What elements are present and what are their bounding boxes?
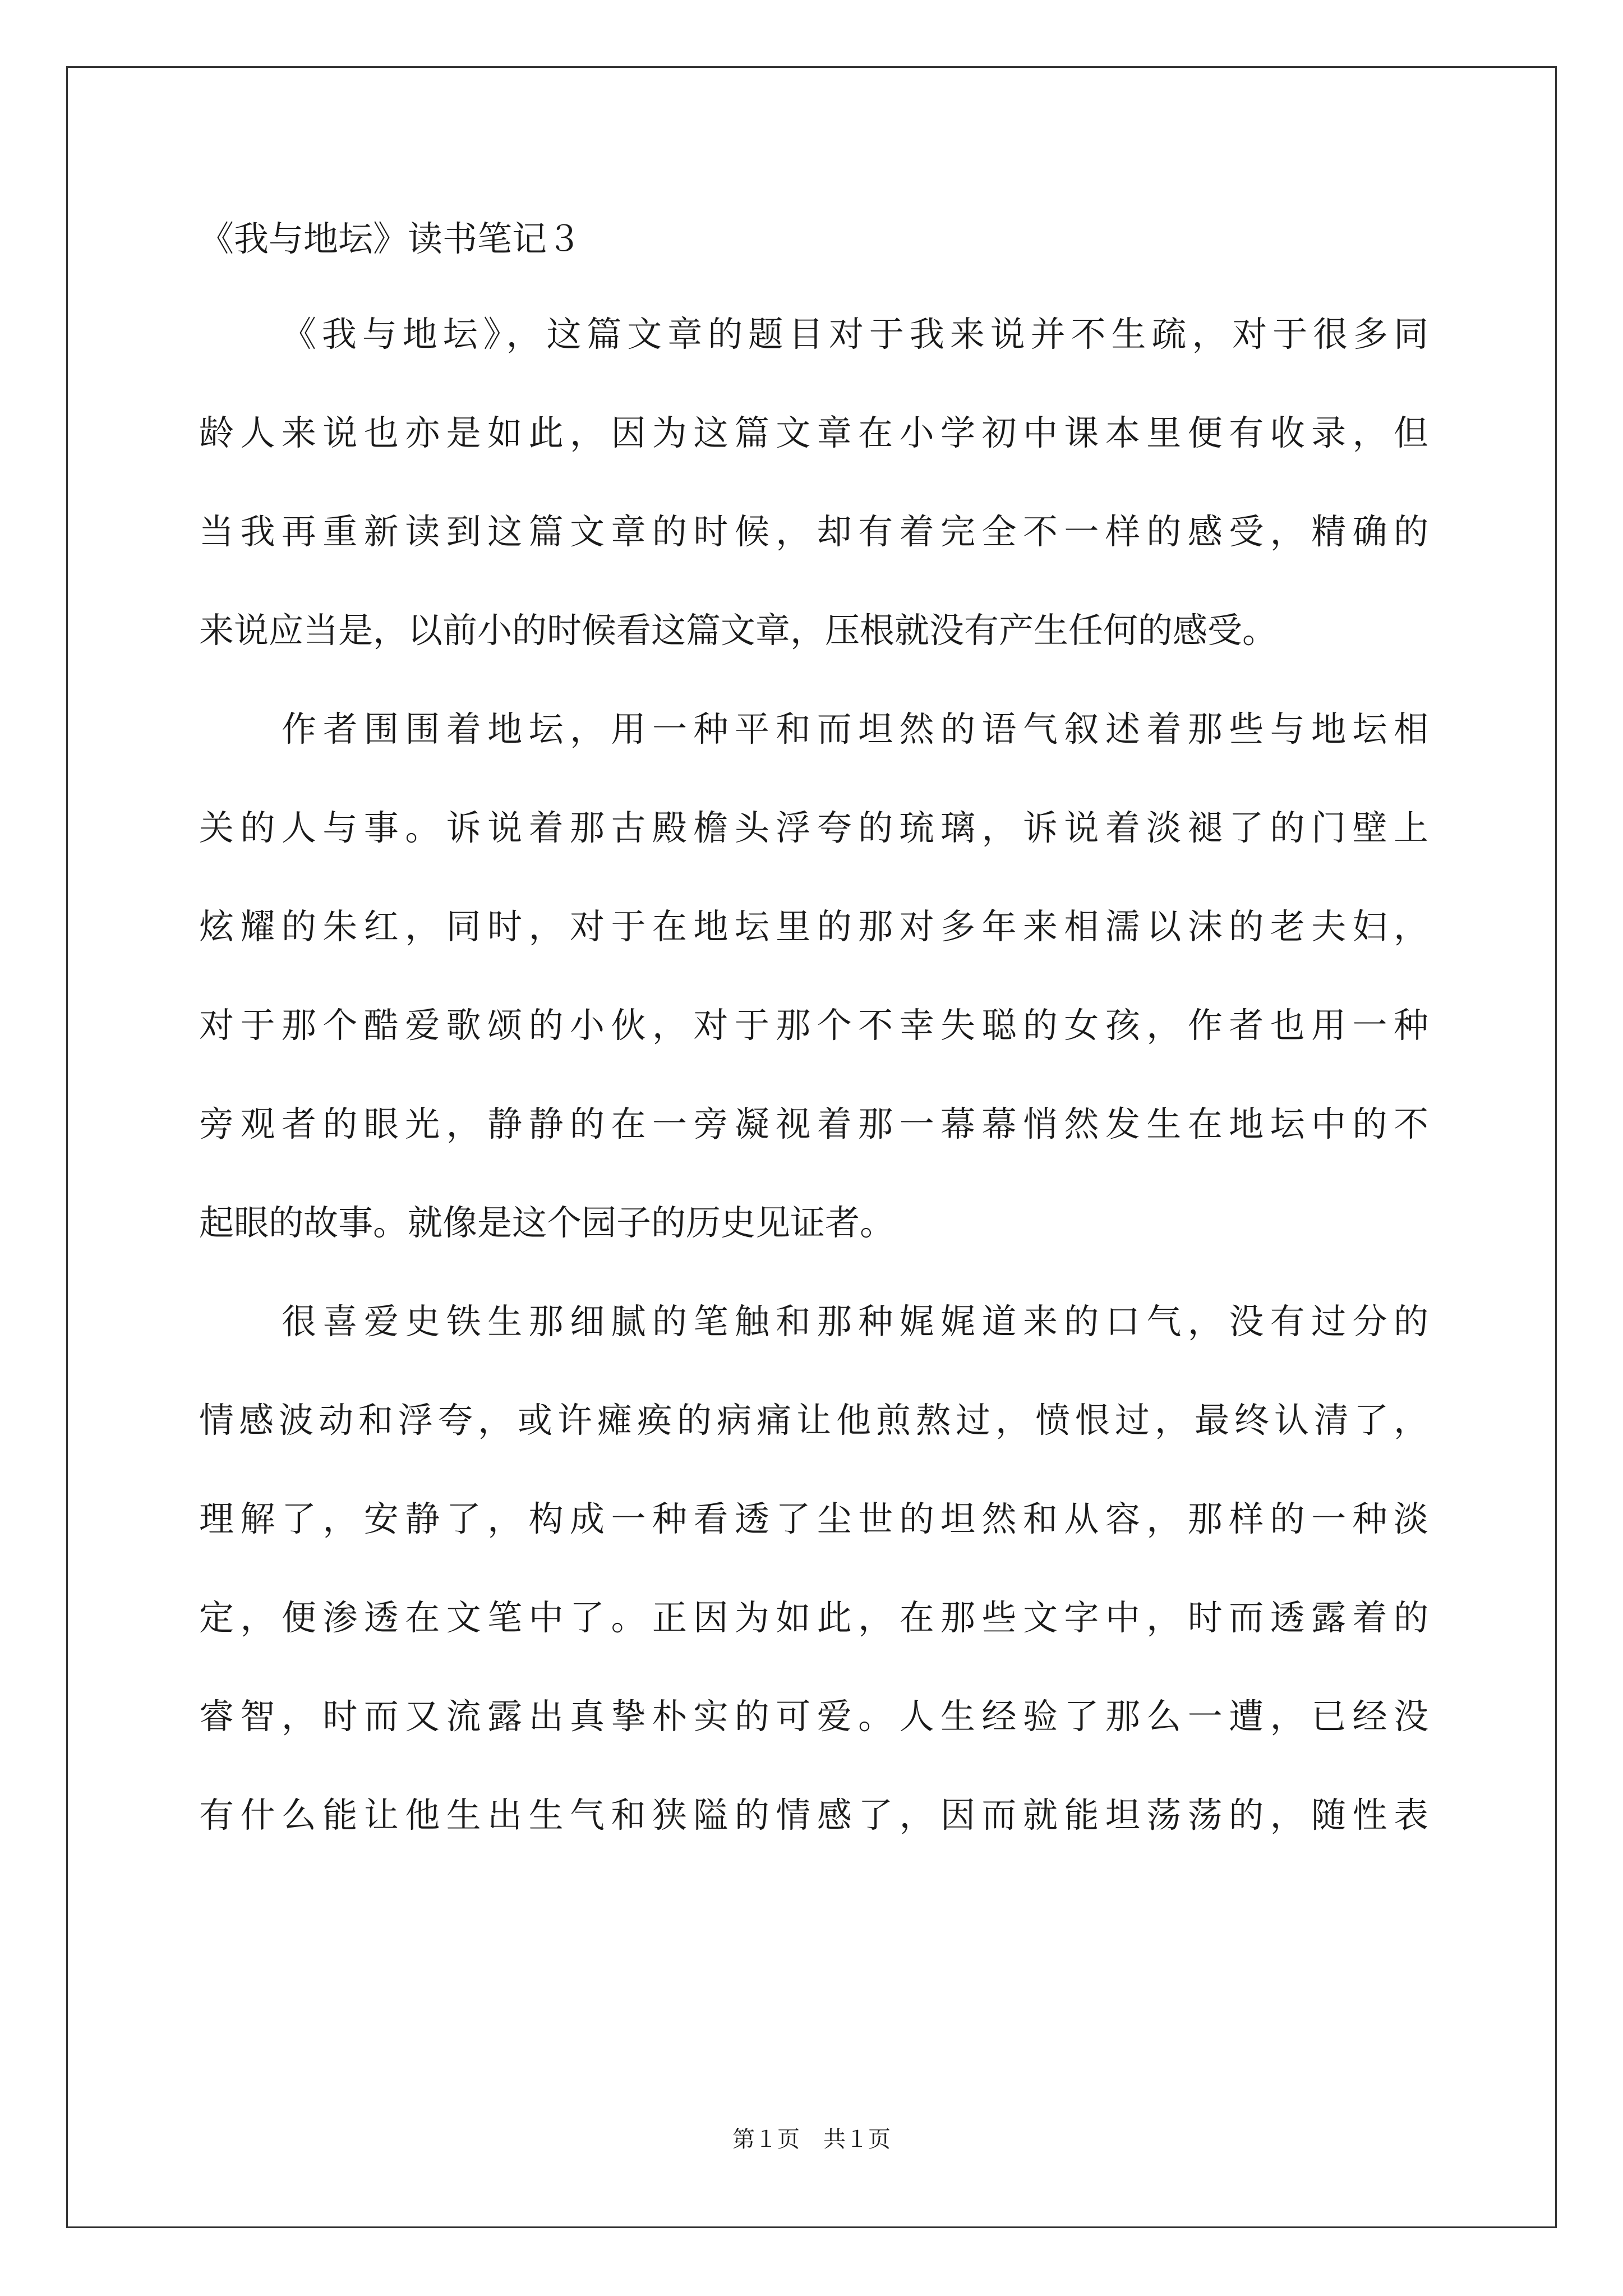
paragraph-1-line-1: 《我与地坛》，这篇文章的题目对于我来说并不生疏，对于很多同	[282, 314, 1428, 355]
paragraph-3-line-6: 有什么能让他生出生气和狭隘的情感了，因而就能坦荡荡的，随性表	[199, 1795, 1428, 1835]
document-title: 《我与地坛》读书笔记３	[199, 218, 582, 259]
paragraph-3-line-3: 理解了，安静了，构成一种看透了尘世的坦然和从容，那样的一种淡	[199, 1498, 1428, 1539]
paragraph-2-line-1: 作者围围着地坛，用一种平和而坦然的语气叙述着那些与地坛相	[282, 708, 1428, 749]
page-number: 第１页	[732, 2127, 800, 2152]
paragraph-1-line-4: 来说应当是，以前小的时候看这篇文章，压根就没有产生任何的感受。	[199, 610, 1278, 651]
page-total: 共１页	[823, 2127, 891, 2152]
paragraph-1-line-3: 当我再重新读到这篇文章的时候，却有着完全不一样的感受，精确的	[199, 511, 1428, 552]
paragraph-2-line-5: 旁观者的眼光，静静的在一旁凝视着那一幕幕悄然发生在地坛中的不	[199, 1103, 1428, 1144]
paragraph-2-line-4: 对于那个酷爱歌颂的小伙，对于那个不幸失聪的女孩，作者也用一种	[199, 1005, 1428, 1046]
page-footer	[0, 2128, 1623, 2151]
paragraph-3-line-4: 定，便渗透在文笔中了。正因为如此，在那些文字中，时而透露着的	[199, 1597, 1428, 1638]
paragraph-1-line-2: 龄人来说也亦是如此，因为这篇文章在小学初中课本里便有收录，但	[199, 412, 1428, 453]
paragraph-2-line-2: 关的人与事。诉说着那古殿檐头浮夸的琉璃，诉说着淡褪了的门壁上	[199, 807, 1428, 848]
paragraph-3-line-5: 睿智，时而又流露出真挚朴实的可爱。人生经验了那么一遭，已经没	[199, 1696, 1428, 1737]
paragraph-3-line-2: 情感波动和浮夸，或许瘫痪的病痛让他煎熬过，愤恨过，最终认清了，	[199, 1400, 1428, 1441]
paragraph-3-line-1: 很喜爱史铁生那细腻的笔触和那种娓娓道来的口气，没有过分的	[282, 1301, 1428, 1342]
paragraph-2-line-3: 炫耀的朱红，同时，对于在地坛里的那对多年来相濡以沫的老夫妇，	[199, 906, 1428, 947]
paragraph-2-line-6: 起眼的故事。就像是这个园子的历史见证者。	[199, 1202, 895, 1243]
page-border	[66, 66, 1557, 2228]
